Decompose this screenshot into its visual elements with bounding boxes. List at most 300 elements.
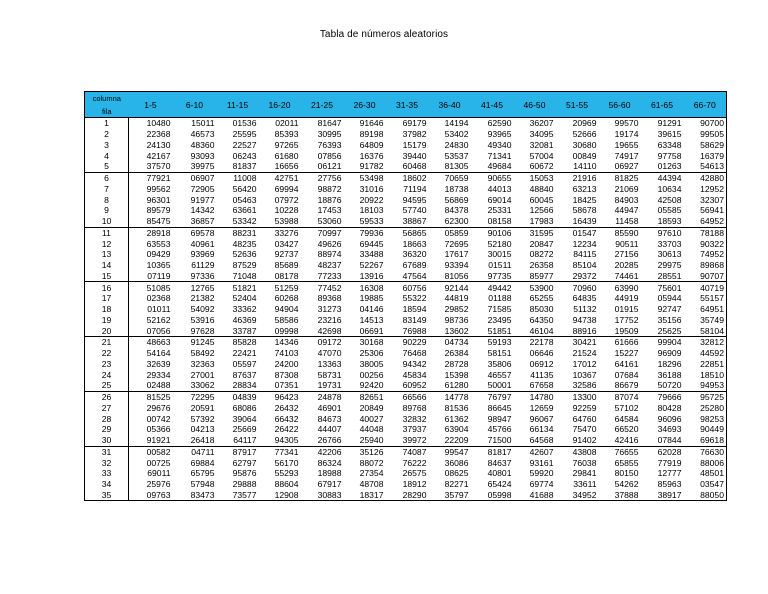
- table-cell: 46369: [232, 314, 257, 325]
- table-cell: 90106: [487, 227, 512, 238]
- table-cell: 38867: [386, 216, 429, 227]
- table-row: [85, 403, 727, 414]
- table-cell: 76630: [684, 446, 727, 457]
- table-cell: 76655: [614, 446, 639, 457]
- table-cell: 37937: [402, 424, 427, 435]
- table-row: [85, 424, 727, 435]
- table-cell: 56170: [274, 457, 299, 468]
- row-number: 8: [85, 194, 129, 205]
- table-cell: 27756: [317, 173, 342, 184]
- table-cell: 60756: [402, 282, 427, 293]
- table-row: [85, 161, 727, 172]
- table-cell: 28728: [444, 358, 469, 369]
- table-cell: 58586: [274, 314, 299, 325]
- table-cell: 67689: [402, 260, 427, 271]
- table-cell: 17617: [444, 249, 469, 260]
- table-cell: 63990: [614, 282, 639, 293]
- table-cell: 77919: [657, 457, 682, 468]
- table-cell: 45834: [402, 369, 427, 380]
- table-cell: 42751: [274, 173, 299, 184]
- table-cell: 01188: [488, 293, 512, 304]
- row-number: 3: [85, 140, 129, 151]
- table-row: [85, 348, 727, 359]
- table-cell: 22851: [684, 359, 727, 370]
- table-cell: 91921: [129, 435, 173, 446]
- table-row: [85, 435, 727, 446]
- table-cell: 43808: [572, 446, 597, 457]
- table-cell: 12566: [529, 205, 554, 216]
- table-cell: 69179: [402, 118, 427, 129]
- table-cell: 39440: [402, 150, 427, 161]
- table-cell: 69011: [147, 468, 171, 479]
- table-cell: 20849: [359, 402, 384, 413]
- table-cell: 84115: [573, 249, 597, 260]
- table-cell: 04839: [232, 392, 257, 403]
- table-cell: 25976: [146, 479, 171, 490]
- table-cell: 30421: [572, 337, 597, 348]
- table-cell: 56865: [402, 227, 427, 238]
- table-cell: 25280: [684, 403, 727, 414]
- table-cell: 90322: [684, 238, 727, 249]
- table-cell: 32586: [556, 380, 599, 391]
- table-cell: 63348: [657, 139, 682, 150]
- table-cell: 14342: [190, 205, 215, 216]
- table-cell: 63213: [572, 183, 597, 194]
- table-cell: 84378: [444, 205, 469, 216]
- table-cell: 38917: [641, 490, 684, 501]
- table-cell: 59920: [529, 468, 554, 479]
- row-number: 25: [85, 380, 129, 391]
- table-cell: 90700: [684, 118, 727, 129]
- table-cell: 71194: [403, 183, 427, 194]
- table-cell: 28551: [641, 271, 684, 282]
- table-cell: 84673: [317, 413, 342, 424]
- table-cell: 97610: [657, 227, 682, 238]
- random-numbers-table: [84, 91, 727, 501]
- table-cell: 16439: [556, 216, 599, 227]
- table-cell: 89198: [359, 129, 384, 140]
- table-cell: 66566: [402, 392, 427, 403]
- row-number: 29: [85, 424, 129, 435]
- table-row: [85, 205, 727, 216]
- table-cell: 63661: [232, 205, 257, 216]
- table-cell: 60672: [514, 161, 556, 172]
- table-cell: 65255: [529, 293, 554, 304]
- table-cell: 81056: [429, 271, 471, 282]
- table-cell: 57740: [402, 205, 427, 216]
- table-cell: 80150: [614, 468, 639, 479]
- table-cell: 36188: [657, 369, 682, 380]
- table-cell: 93965: [487, 129, 512, 140]
- table-cell: 14778: [444, 392, 469, 403]
- row-number: 16: [85, 282, 129, 293]
- table-cell: 24130: [146, 139, 171, 150]
- table-cell: 33062: [173, 380, 217, 391]
- table-row: [85, 391, 727, 402]
- table-cell: 61362: [444, 413, 469, 424]
- table-cell: 92420: [344, 380, 386, 391]
- table-cell: 52267: [359, 260, 384, 271]
- row-number: 19: [85, 315, 129, 326]
- table-cell: 69884: [190, 457, 215, 468]
- table-cell: 18317: [344, 490, 386, 501]
- table-cell: 60268: [274, 293, 299, 304]
- table-cell: 30883: [301, 490, 344, 501]
- table-cell: 53402: [444, 129, 469, 140]
- table-cell: 24878: [317, 392, 342, 403]
- table-cell: 53060: [301, 216, 344, 227]
- table-cell: 94342: [402, 358, 427, 369]
- table-cell: 54164: [146, 348, 171, 359]
- table-cell: 05585: [657, 205, 682, 216]
- table-cell: 81817: [487, 446, 512, 457]
- table-row: [85, 194, 727, 205]
- table-cell: 42206: [317, 446, 342, 457]
- table-cell: 85393: [274, 129, 299, 140]
- table-cell: 18912: [402, 479, 427, 490]
- row-number: 15: [85, 271, 129, 282]
- table-cell: 11458: [599, 216, 641, 227]
- table-cell: 10634: [657, 183, 682, 194]
- table-cell: 77921: [146, 173, 171, 184]
- row-number: 35: [85, 490, 129, 501]
- table-cell: 55322: [402, 293, 427, 304]
- table-cell: 99547: [444, 446, 469, 457]
- table-cell: 32812: [684, 337, 727, 348]
- table-cell: 10228: [274, 205, 299, 216]
- table-cell: 29852: [444, 304, 469, 315]
- table-cell: 92259: [572, 402, 597, 413]
- table-cell: 44013: [487, 183, 512, 194]
- table-cell: 92144: [444, 282, 469, 293]
- table-cell: 46901: [317, 402, 342, 413]
- table-cell: 07119: [129, 271, 173, 282]
- table-cell: 13602: [429, 325, 471, 336]
- table-cell: 07844: [641, 435, 684, 446]
- column-header: 51-55: [556, 92, 599, 118]
- table-cell: 15011: [191, 118, 215, 129]
- table-cell: 34952: [556, 490, 599, 501]
- table-cell: 33488: [359, 249, 384, 260]
- row-number: 11: [85, 227, 129, 238]
- table-cell: 01511: [488, 260, 512, 271]
- table-cell: 08178: [259, 271, 301, 282]
- table-cell: 16376: [359, 150, 384, 161]
- table-cell: 05944: [657, 293, 682, 304]
- table-row: [85, 260, 727, 271]
- table-row: [85, 446, 727, 457]
- table-cell: 84903: [614, 194, 639, 205]
- table-cell: 96909: [657, 348, 682, 359]
- column-header: 66-70: [684, 92, 727, 118]
- table-cell: 34693: [657, 424, 682, 435]
- table-cell: 06927: [599, 161, 641, 172]
- table-cell: 55293: [274, 468, 299, 479]
- table-cell: 86679: [599, 380, 641, 391]
- table-cell: 00849: [572, 150, 597, 161]
- table-row: [85, 271, 727, 282]
- table-cell: 88974: [317, 249, 342, 260]
- table-cell: 39972: [386, 435, 429, 446]
- table-cell: 95876: [232, 468, 257, 479]
- table-cell: 41688: [514, 490, 556, 501]
- table-cell: 07684: [614, 369, 639, 380]
- table-cell: 44394: [657, 173, 682, 184]
- table-cell: 86645: [487, 402, 512, 413]
- table-row: [85, 293, 727, 304]
- table-cell: 72295: [190, 392, 215, 403]
- table-cell: 29676: [146, 402, 171, 413]
- table-cell: 64117: [217, 435, 259, 446]
- table-cell: 23216: [317, 314, 342, 325]
- table-cell: 30613: [657, 249, 682, 260]
- table-cell: 62028: [657, 446, 682, 457]
- table-row: [85, 315, 727, 326]
- column-header: 26-30: [344, 92, 386, 118]
- table-cell: 61680: [274, 150, 299, 161]
- table-cell: 28834: [217, 380, 259, 391]
- table-cell: 71341: [487, 150, 512, 161]
- table-cell: 29334: [146, 369, 171, 380]
- table-cell: 52636: [232, 249, 257, 260]
- table-cell: 54613: [684, 161, 727, 172]
- table-cell: 88604: [274, 479, 299, 490]
- table-cell: 82651: [359, 392, 384, 403]
- table-cell: 01915: [614, 304, 639, 315]
- table-cell: 49340: [487, 139, 512, 150]
- table-cell: 87529: [232, 260, 257, 271]
- row-number: 4: [85, 150, 129, 161]
- table-cell: 87637: [232, 369, 257, 380]
- table-cell: 70960: [572, 282, 597, 293]
- table-cell: 29975: [657, 260, 682, 271]
- table-cell: 60952: [386, 380, 429, 391]
- row-number: 12: [85, 238, 129, 249]
- table-cell: 75470: [572, 424, 597, 435]
- table-cell: 17453: [317, 205, 342, 216]
- table-cell: 97735: [471, 271, 514, 282]
- table-cell: 48360: [190, 139, 215, 150]
- table-cell: 58104: [684, 325, 727, 336]
- table-cell: 19655: [614, 139, 639, 150]
- column-header: 41-45: [471, 92, 514, 118]
- table-cell: 85828: [232, 337, 257, 348]
- table-cell: 93394: [444, 260, 469, 271]
- table-cell: 20591: [190, 402, 215, 413]
- table-cell: 35797: [429, 490, 471, 501]
- table-cell: 00725: [146, 457, 171, 468]
- table-cell: 81647: [317, 118, 342, 129]
- column-header: 31-35: [386, 92, 429, 118]
- table-cell: 10480: [146, 118, 171, 129]
- table-cell: 08272: [529, 249, 554, 260]
- table-cell: 04146: [359, 304, 384, 315]
- table-cell: 13363: [317, 358, 342, 369]
- row-number: 9: [85, 205, 129, 216]
- table-cell: 66134: [529, 424, 554, 435]
- table-cell: 13916: [344, 271, 386, 282]
- table-cell: 06691: [344, 325, 386, 336]
- table-cell: 81525: [146, 392, 171, 403]
- table-cell: 26418: [173, 435, 217, 446]
- table-cell: 48663: [146, 337, 171, 348]
- table-cell: 35806: [487, 358, 512, 369]
- row-number: 2: [85, 129, 129, 140]
- table-cell: 98736: [444, 314, 469, 325]
- table-cell: 79936: [359, 227, 384, 238]
- table-cell: 84637: [487, 457, 512, 468]
- table-cell: 29841: [572, 468, 597, 479]
- table-cell: 03427: [274, 238, 299, 249]
- table-cell: 63553: [146, 238, 171, 249]
- table-cell: 58151: [487, 348, 512, 359]
- table-cell: 93093: [190, 150, 215, 161]
- table-cell: 18296: [657, 358, 682, 369]
- table-cell: 08625: [444, 468, 469, 479]
- column-header: 61-65: [641, 92, 684, 118]
- table-cell: 49684: [471, 161, 514, 172]
- table-cell: 18510: [684, 369, 727, 380]
- table-cell: 00742: [146, 413, 171, 424]
- table-cell: 22368: [146, 129, 171, 140]
- table-cell: 37982: [402, 129, 427, 140]
- table-cell: 44407: [317, 424, 342, 435]
- table-cell: 76988: [386, 325, 429, 336]
- table-cell: 57102: [614, 402, 639, 413]
- table-cell: 68086: [232, 402, 257, 413]
- table-cell: 64350: [529, 314, 554, 325]
- table-cell: 05597: [232, 358, 257, 369]
- table-cell: 18738: [444, 183, 469, 194]
- table-cell: 44919: [614, 293, 639, 304]
- table-cell: 40719: [684, 282, 727, 293]
- table-cell: 85689: [274, 260, 299, 271]
- table-cell: 28290: [386, 490, 429, 501]
- table-cell: 93969: [190, 249, 215, 260]
- table-cell: 77341: [274, 446, 299, 457]
- table-cell: 64951: [684, 304, 727, 315]
- table-cell: 29888: [232, 479, 257, 490]
- column-header: 1-5: [129, 92, 173, 118]
- table-cell: 96096: [657, 413, 682, 424]
- table-cell: 88050: [684, 490, 727, 501]
- table-cell: 19174: [614, 129, 639, 140]
- table-cell: 42698: [301, 325, 344, 336]
- table-cell: 18663: [402, 238, 427, 249]
- table-cell: 18988: [317, 468, 342, 479]
- table-cell: 36207: [529, 118, 554, 129]
- table-cell: 26422: [274, 424, 299, 435]
- table-cell: 17983: [514, 216, 556, 227]
- table-cell: 60045: [529, 194, 554, 205]
- table-cell: 32081: [529, 139, 554, 150]
- table-cell: 63904: [444, 424, 469, 435]
- table-row: [85, 140, 727, 151]
- table-cell: 06121: [301, 161, 344, 172]
- table-cell: 04711: [191, 446, 215, 457]
- table-cell: 00582: [146, 446, 171, 457]
- table-row: [85, 216, 727, 227]
- table-row: [85, 337, 727, 348]
- row-number: 10: [85, 216, 129, 227]
- row-number: 34: [85, 479, 129, 490]
- table-cell: 22527: [232, 139, 257, 150]
- table-cell: 44947: [614, 205, 639, 216]
- table-cell: 31595: [529, 227, 554, 238]
- table-cell: 23495: [487, 314, 512, 325]
- table-cell: 88231: [232, 227, 257, 238]
- table-cell: 69014: [487, 194, 512, 205]
- table-cell: 20847: [529, 238, 554, 249]
- table-cell: 26358: [529, 260, 554, 271]
- table-cell: 22178: [529, 337, 554, 348]
- table-cell: 64760: [572, 413, 597, 424]
- table-row: [85, 118, 727, 129]
- table-cell: 69774: [529, 479, 554, 490]
- table-cell: 02011: [275, 118, 299, 129]
- table-cell: 33787: [217, 325, 259, 336]
- table-cell: 99505: [684, 129, 727, 140]
- table-cell: 74103: [274, 348, 299, 359]
- table-cell: 07056: [129, 325, 173, 336]
- table-cell: 19885: [359, 293, 384, 304]
- table-cell: 99570: [614, 118, 639, 129]
- table-cell: 36857: [173, 216, 217, 227]
- table-cell: 85590: [614, 227, 639, 238]
- column-header: 21-25: [301, 92, 344, 118]
- table-cell: 32307: [684, 194, 727, 205]
- table-cell: 93161: [529, 457, 554, 468]
- table-cell: 74461: [599, 271, 641, 282]
- table-cell: 76222: [402, 457, 427, 468]
- table-cell: 81837: [217, 161, 259, 172]
- table-cell: 12765: [190, 282, 215, 293]
- table-cell: 83149: [402, 314, 427, 325]
- table-cell: 64161: [614, 358, 639, 369]
- table-cell: 83473: [173, 490, 217, 501]
- table-cell: 25625: [641, 325, 684, 336]
- table-cell: 87074: [614, 392, 639, 403]
- table-cell: 01547: [572, 227, 597, 238]
- table-cell: 15227: [614, 348, 639, 359]
- table-cell: 01536: [232, 118, 257, 129]
- table-cell: 76393: [317, 139, 342, 150]
- table-cell: 49442: [487, 282, 512, 293]
- table-cell: 49626: [317, 238, 342, 249]
- table-cell: 94904: [274, 304, 299, 315]
- table-cell: 53988: [259, 216, 301, 227]
- table-cell: 36320: [402, 249, 427, 260]
- table-cell: 53342: [217, 216, 259, 227]
- table-cell: 50720: [641, 380, 684, 391]
- table-cell: 48237: [317, 260, 342, 271]
- table-row: [85, 413, 727, 424]
- table-cell: 12659: [529, 402, 554, 413]
- table-row: [85, 380, 727, 391]
- table-cell: 96423: [274, 392, 299, 403]
- table-cell: 51085: [146, 282, 171, 293]
- table-cell: 44592: [684, 348, 727, 359]
- table-cell: 67917: [317, 479, 342, 490]
- table-cell: 64584: [614, 413, 639, 424]
- table-row: [85, 249, 727, 260]
- table-cell: 92737: [274, 249, 299, 260]
- table-cell: 52666: [572, 129, 597, 140]
- table-cell: 32832: [402, 413, 427, 424]
- table-cell: 09429: [146, 249, 171, 260]
- table-cell: 05366: [146, 424, 171, 435]
- table-cell: 18594: [402, 304, 427, 315]
